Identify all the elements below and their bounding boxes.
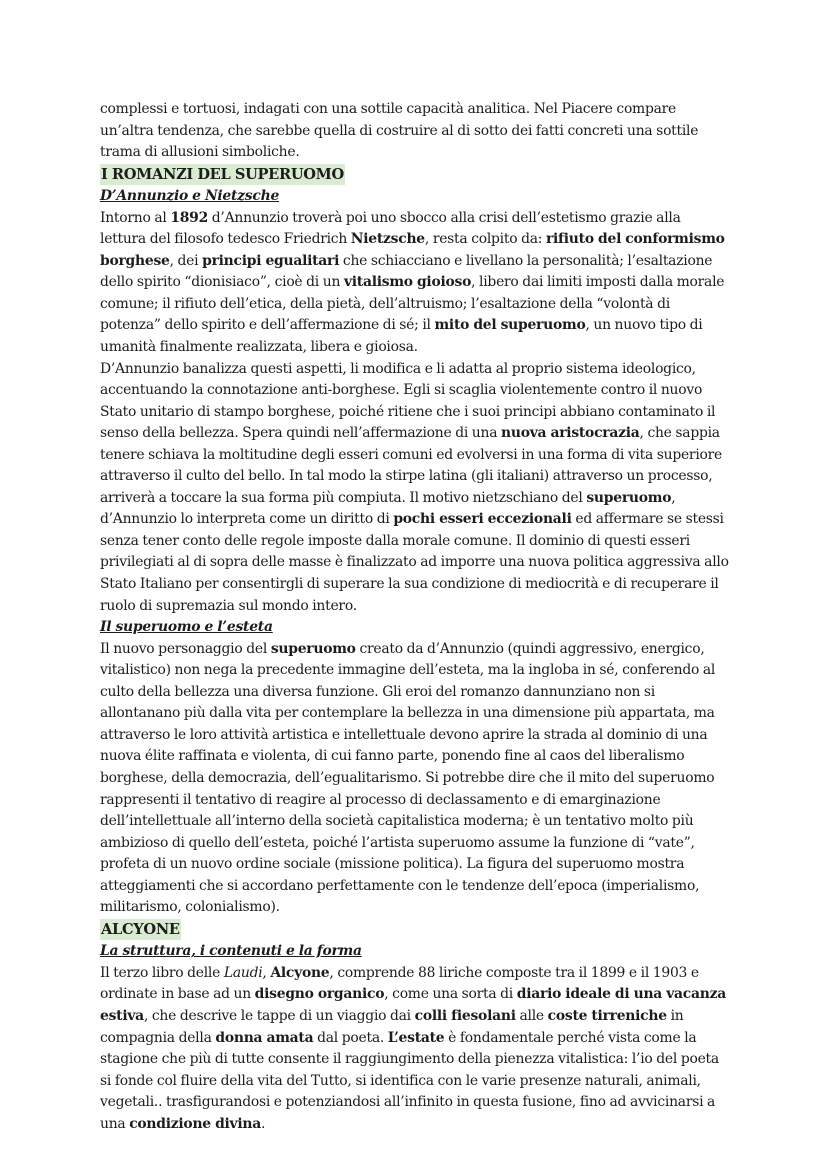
subheading-superuomo-esteta: Il superuomo e l’esteta [100,619,273,636]
paragraph-superuomo-esteta: Il nuovo personaggio del superuomo creato da d’Annunzio (quindi aggressivo, energico, vitalistico) non nega la precedente immagine dell’esteta, ma la ingloba in sé, conferendo al culto della bellezza una diversa funzione. Gli eroi del romanzo dannunziano non si allontanano più dalla vita per contemplare la bellezza in una dimensione più appartata, ma attraverso le loro attività artistica e intellettuale devono aprire la strada al dominio di una nuova élite raffinata e violenta, di cui fanno parte, ponendo fine al caos del liberalismo borghese, della democrazia, dell’egualitarismo. Si potrebbe dire che il mito del superuomo rappresenti il tentativo di reagire al processo di declassamento e di emarginazione dell’intellettuale all’interno della società capitalistica moderna; è un tentativo molto più ambizioso di quello dell’esteta, poiché l’artista superuomo assume la funzione di “vate”, profeta di un nuovo ordine sociale (missione politica). La figura del superuomo mostra atteggiamenti che si accordano perfettamente con le tendenze dell’epoca (imperialismo, militarismo, colonialismo). [100,640,716,916]
paragraph-nietzsche: Intorno al 1892 d’Annunzio troverà poi uno sbocco alla crisi dell’estetismo grazie alla lettura del filosofo tedesco Friedrich Nietzsche, resta colpito da: rifiuto del conformismo borghese, dei principi egualitari che schiacciano e livellano la personalità; l’esaltazione dello spirito “dionisiaco”, cioè di un vitalismo gioioso, libero dai limiti imposti dalla morale comune; il rifiuto dell’etica, della pietà, dell’altruismo; l’esaltazione della “volontà di potenza” dello spirito e dell’affermazione di sé; il mito del superuomo, un nuovo tipo di umanità finalmente realizzata, libera e gioiosa. [100,209,725,356]
subheading-dannunzio-nietzsche: D’Annunzio e Nietzsche [100,188,280,205]
subheading-struttura: La struttura, i contenuti e la forma [100,943,362,960]
paragraph-banalizza: D’Annunzio banalizza questi aspetti, li modifica e li adatta al proprio sistema ideologico, accentuando la connotazione anti-borghese. Egli si scaglia violentemente contro il nuovo Stato unitario di stampo borghese, poiché ritiene che i suoi principi abbiano contaminato il senso della bellezza. Spera quindi nell’affermazione di una nuova aristocrazia, che sappia tenere schiava la moltitudine degli esseri comuni ed evolversi in una forma di vita superiore attraverso il culto del bello. In tal modo la stirpe latina (gli italiani) attraverso un processo, arriverà a toccare la sua forma più compiuta. Il motivo nietzschiano del superuomo, d’Annunzio lo interpreta come un diritto di pochi esseri eccezionali ed affermare se stessi senza tener conto delle regole imposte dalla morale comune. Il dominio di questi esseri privilegiati al di sopra delle masse è finalizzato ad imporre una nuova politica aggressiva allo Stato Italiano per consentirgli di superare la sua condizione di mediocrità e di recuperare il ruolo di supremazia sul mondo intero. [100,360,729,614]
paragraph-alcyone: Il terzo libro delle Laudi, Alcyone, comprende 88 liriche composte tra il 1899 e il 1903 e ordinate in base ad un disegno organico, come una sorta di diario ideale di una vacanza estiva, che descrive le tappe di un viaggio dai colli fiesolani alle coste tirreniche in compagnia della donna amata dal poeta. L’estate è fondamentale perché vista come la stagione che più di tutte consente il raggiungimento della pienezza vitalistica: l’io del poeta si fonde col fluire della vita del Tutto, si identifica con le varie presenze naturali, animali, vegetali.. trasfigurandosi e potenziandosi all’infinito in questa fusione, fino ad avvicinarsi a una condizione divina. [100,964,727,1132]
document-page [100,99,730,1135]
section-heading-alcyone: ALCYONE [101,920,180,938]
section-heading-superuomo: I ROMANZI DEL SUPERUOMO [101,165,344,183]
intro-paragraph: complessi e tortuosi, indagati con una sottile capacità analitica. Nel Piacere compare un’altra tendenza, che sarebbe quella di costruire al di sotto dei fatti concreti una sottile trama di allusioni simboliche. [100,101,699,161]
